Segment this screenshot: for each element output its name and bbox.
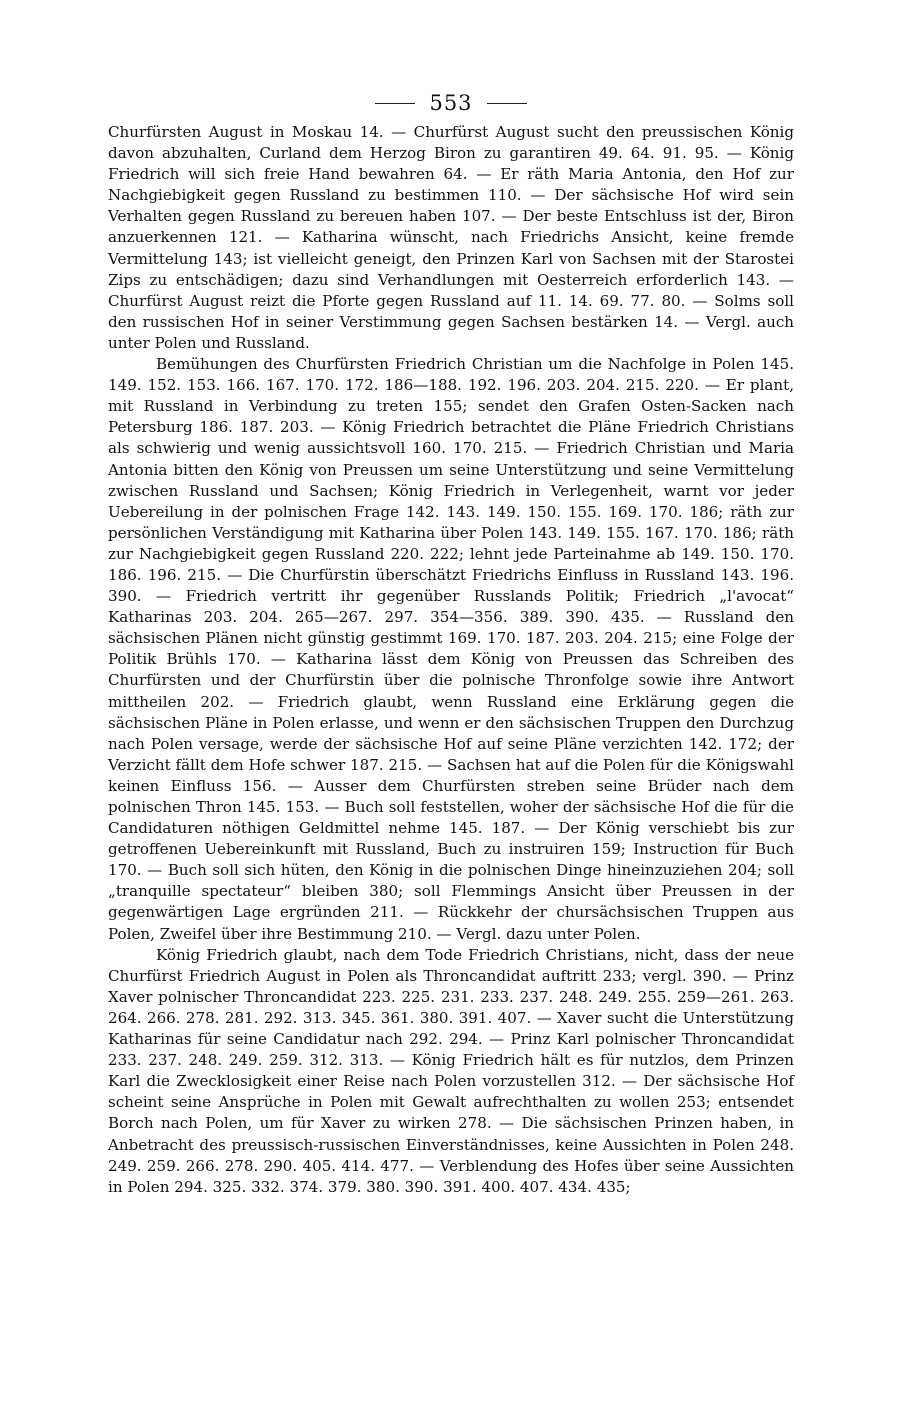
header-rule-left [375, 103, 415, 104]
paragraph: Bemühungen des Churfürsten Friedrich Christian um die Nachfolge in Polen 145. 149. 152. 153. 166. 167. 170. 172. 186—188. 192. 196. 203. 204. 215. 220. — Er plant, mit Russland in Verbindung zu treten 155; sendet den Grafen Osten-Sacken nach Petersburg 186. 187. 203. — König Friedrich betrachtet die Pläne Friedrich Christians als schwierig und wenig aussichtsvoll 160. 170. 215. — Friedrich Christian und Maria Antonia bitten den König von Preussen um seine Unterstützung und seine Vermittelung zwischen Russland und Sachsen; König Friedrich in Verlegenheit, warnt vor jeder Uebereilung in der polnischen Frage 142. 143. 149. 150. 155. 169. 170. 186; räth zur persönlichen Verständigung mit Katharina über Polen 143. 149. 155. 167. 170. 186; räth zur Nachgiebigkeit gegen Russland 220. 222; lehnt jede Parteinahme ab 149. 150. 170. 186. 196. 215. — Die Churfürstin überschätzt Friedrichs Einfluss in Russland 143. 196. 390. — Friedrich vertritt ihr gegenüber Russlands Politik; Friedrich „l'avocat“ Katharinas 203. 204. 265—267. 297. 354—356. 389. 390. 435. — Russland den sächsischen Plänen nicht günstig gestimmt 169. 170. 187. 203. 204. 215; eine Folge der Politik Brühls 170. — Katharina lässt dem König von Preussen das Schreiben des Churfürsten und der Churfürstin über die polnische Thronfolge sowie ihre Antwort mittheilen 202. — Friedrich glaubt, wenn Russland eine Erklärung gegen die sächsischen Pläne in Polen erlasse, und wenn er den sächsischen Truppen den Durchzug nach Polen versage, werde der sächsische Hof auf seine Pläne verzichten 142. 172; der Verzicht fällt dem Hofe schwer 187. 215. — Sachsen hat auf die Polen für die Königswahl keinen Einfluss 156. — Ausser dem Churfürsten streben seine Brüder nach dem polnischen Thron 145. 153. — Buch soll feststellen, woher der sächsische Hof die für die Candidaturen nöthigen Geldmittel nehme 145. 187. — Der König verschiebt bis zur getroffenen Uebereinkunft mit Russland, Buch zu instruiren 159; Instruction für Buch 170. — Buch soll sich hüten, den König in die polnischen Dinge hineinzuziehen 204; soll „tranquille spectateur“ bleiben 380; soll Flemmings Ansicht über Preussen in der gegenwärtigen Lage ergründen 211. — Rückkehr der chursächsischen Truppen aus Polen, Zweifel über ihre Bestimmung 210. — Vergl. dazu unter Polen. [108, 355, 794, 943]
page-number: 553 [429, 91, 473, 115]
page-header [108, 88, 794, 118]
document-page [108, 88, 794, 1198]
paragraph: König Friedrich glaubt, nach dem Tode Friedrich Christians, nicht, dass der neue Churfürst Friedrich August in Polen als Throncandidat auftritt 233; vergl. 390. — Prinz Xaver polnischer Throncandidat 223. 225. 231. 233. 237. 248. 249. 255. 259—261. 263. 264. 266. 278. 281. 292. 313. 345. 361. 380. 391. 407. — Xaver sucht die Unterstützung Katharinas für seine Candidatur nach 292. 294. — Prinz Karl polnischer Throncandidat 233. 237. 248. 249. 259. 312. 313. — König Friedrich hält es für nutzlos, dem Prinzen Karl die Zwecklosigkeit einer Reise nach Polen vorzustellen 312. — Der sächsische Hof scheint seine Ansprüche in Polen mit Gewalt aufrechthalten zu wollen 253; entsendet Borch nach Polen, um für Xaver zu wirken 278. — Die sächsischen Prinzen haben, in Anbetracht des preussisch-russischen Einverständnisses, keine Aussichten in Polen 248. 249. 259. 266. 278. 290. 405. 414. 477. — Verblendung des Hofes über seine Aussichten in Polen 294. 325. 332. 374. 379. 380. 390. 391. 400. 407. 434. 435; [108, 945, 794, 1196]
page-body [108, 122, 794, 1198]
header-rule-right [487, 103, 527, 104]
paragraph: Churfürsten August in Moskau 14. — Churfürst August sucht den preussischen König davon abzuhalten, Curland dem Herzog Biron zu garantiren 49. 64. 91. 95. — König Friedrich will sich freie Hand bewahren 64. — Er räth Maria Antonia, den Hof zur Nachgiebigkeit gegen Russland zu bestimmen 110. — Der sächsische Hof wird sein Verhalten gegen Russland zu bereuen haben 107. — Der beste Entschluss ist der, Biron anzuerkennen 121. — Katharina wünscht, nach Friedrichs Ansicht, keine fremde Vermittelung 143; ist vielleicht geneigt, den Prinzen Karl von Sachsen mit der Starostei Zips zu entschädigen; dazu sind Verhandlungen mit Oesterreich erforderlich 143. — Churfürst August reizt die Pforte gegen Russland auf 11. 14. 69. 77. 80. — Solms soll den russischen Hof in seiner Verstimmung gegen Sachsen bestärken 14. — Vergl. auch unter Polen und Russland. [108, 123, 794, 352]
